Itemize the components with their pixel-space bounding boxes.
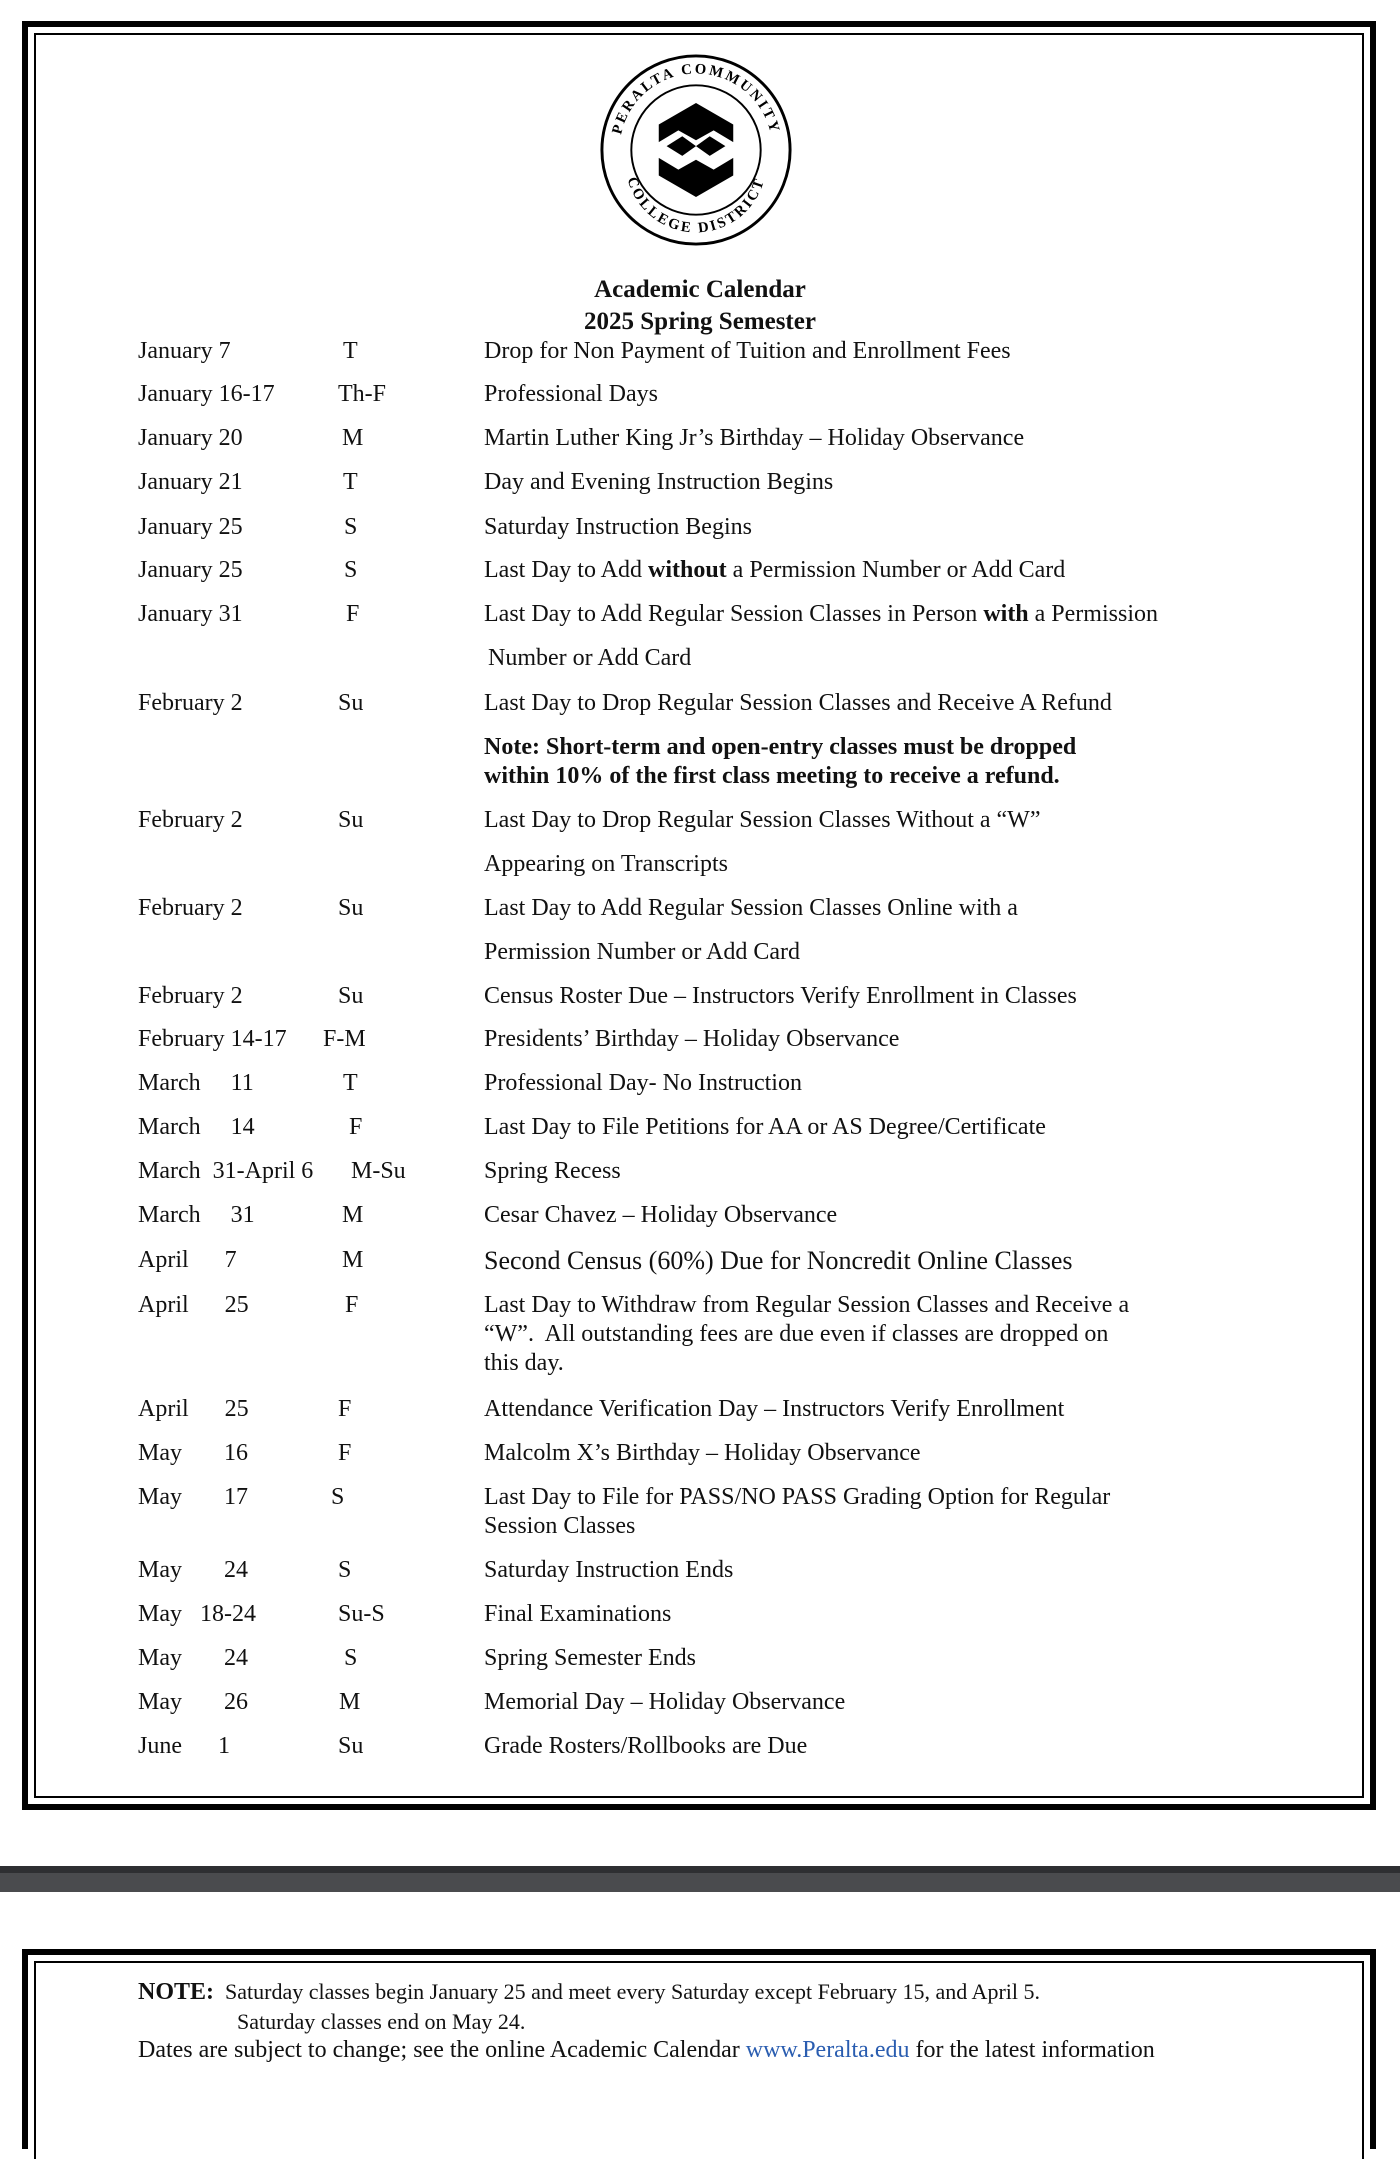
row-event: Spring Semester Ends bbox=[484, 1645, 696, 1671]
row-date: March 31-April 6 bbox=[138, 1158, 314, 1184]
row-event: Malcolm X’s Birthday – Holiday Observance bbox=[484, 1440, 921, 1466]
note-line-3-suffix: for the latest information bbox=[909, 2037, 1155, 2063]
row-date: March 14 bbox=[138, 1114, 255, 1140]
row-date: January 25 bbox=[138, 514, 243, 540]
row-date: February 14-17 bbox=[138, 1026, 287, 1052]
row-event: Cesar Chavez – Holiday Observance bbox=[484, 1202, 838, 1228]
row-weekday: M bbox=[339, 1689, 361, 1715]
row-weekday: T bbox=[343, 469, 358, 495]
seal-emblem-icon bbox=[659, 103, 733, 197]
row-weekday: T bbox=[343, 1070, 358, 1096]
row-event: Last Day to Add Regular Session Classes in Person with a Permission Number or Add Card bbox=[484, 601, 1158, 671]
note-label: NOTE: bbox=[138, 1979, 215, 2005]
row-weekday: F bbox=[338, 1440, 352, 1466]
row-date: January 31 bbox=[138, 601, 243, 627]
row-date: April 25 bbox=[138, 1292, 249, 1318]
row-weekday: Su bbox=[338, 1733, 364, 1759]
row-date: April 25 bbox=[138, 1396, 249, 1422]
footer-note bbox=[138, 1977, 1338, 2065]
row-weekday: F bbox=[346, 601, 360, 627]
row-weekday: Th-F bbox=[338, 381, 386, 407]
row-weekday: Su bbox=[338, 807, 364, 833]
row-weekday: M bbox=[342, 1202, 364, 1228]
peralta-website-link[interactable]: www.Peralta.edu bbox=[745, 2037, 910, 2063]
row-weekday: S bbox=[344, 1645, 358, 1671]
row-weekday: F bbox=[345, 1292, 359, 1318]
row-event: Last Day to Withdraw from Regular Session Classes and Receive a “W”. All outstanding fees are due even if classes are dropped on this day. bbox=[484, 1292, 1130, 1376]
row-date: February 2 bbox=[138, 690, 243, 716]
row-event: Saturday Instruction Begins bbox=[484, 514, 752, 540]
row-event: Spring Recess bbox=[484, 1158, 621, 1184]
row-event: Last Day to File Petitions for AA or AS Degree/Certificate bbox=[484, 1114, 1046, 1140]
row-date: May 26 bbox=[138, 1689, 248, 1715]
row-date: January 7 bbox=[138, 338, 231, 364]
row-event: Saturday Instruction Ends bbox=[484, 1557, 734, 1583]
row-date: January 25 bbox=[138, 557, 243, 583]
row-date: May 24 bbox=[138, 1557, 248, 1583]
row-date: February 2 bbox=[138, 895, 243, 921]
row-event: Census Roster Due – Instructors Verify Enrollment in Classes bbox=[484, 983, 1077, 1009]
row-weekday: Su-S bbox=[338, 1601, 385, 1627]
row-weekday: Su bbox=[338, 895, 364, 921]
row-event: Martin Luther King Jr’s Birthday – Holiday Observance bbox=[484, 425, 1025, 451]
row-date: April 7 bbox=[138, 1247, 237, 1273]
note-line-3-prefix: Dates are subject to change; see the online Academic Calendar bbox=[138, 2037, 746, 2063]
row-event: Professional Days bbox=[484, 381, 658, 407]
seal-ring-text-bottom: COLLEGE DISTRICT bbox=[623, 175, 769, 237]
row-date: May 24 bbox=[138, 1645, 248, 1671]
row-event: Day and Evening Instruction Begins bbox=[484, 469, 834, 495]
row-weekday: S bbox=[344, 557, 358, 583]
row-weekday: F-M bbox=[323, 1026, 366, 1052]
row-weekday: S bbox=[344, 514, 358, 540]
row-weekday: Su bbox=[338, 983, 364, 1009]
row-event: Presidents’ Birthday – Holiday Observance bbox=[484, 1026, 900, 1052]
seal-ring-text-top: PERALTA COMMUNITY bbox=[609, 61, 783, 137]
row-date: June 1 bbox=[138, 1733, 230, 1759]
row-weekday: M bbox=[342, 425, 364, 451]
row-weekday: S bbox=[331, 1484, 345, 1510]
row-event: Memorial Day – Holiday Observance bbox=[484, 1689, 846, 1715]
row-event: Grade Rosters/Rollbooks are Due bbox=[484, 1733, 808, 1759]
row-date: January 16-17 bbox=[138, 381, 275, 407]
row-weekday: F bbox=[338, 1396, 352, 1422]
page-separator bbox=[0, 1866, 1400, 1892]
row-event: Last Day to Drop Regular Session Classes and Receive A Refund bbox=[484, 690, 1112, 716]
row-event: Drop for Non Payment of Tuition and Enrollment Fees bbox=[484, 338, 1011, 364]
row-event: Last Day to Add without a Permission Number or Add Card bbox=[484, 557, 1066, 583]
row-date: March 11 bbox=[138, 1070, 254, 1096]
row-date: February 2 bbox=[138, 807, 243, 833]
row-event: Professional Day- No Instruction bbox=[484, 1070, 802, 1096]
row-event: Last Day to Add Regular Session Classes Online with a Permission Number or Add Card bbox=[484, 895, 1018, 965]
row-event: Attendance Verification Day – Instructors Verify Enrollment bbox=[484, 1396, 1065, 1422]
row-date: January 21 bbox=[138, 469, 243, 495]
row-weekday: M-Su bbox=[351, 1158, 406, 1184]
row-weekday: S bbox=[338, 1557, 352, 1583]
row-date: January 20 bbox=[138, 425, 243, 451]
row-weekday: Su bbox=[338, 690, 364, 716]
row-date: May 18-24 bbox=[138, 1601, 256, 1627]
row-date: May 17 bbox=[138, 1484, 248, 1510]
row-weekday: T bbox=[343, 338, 358, 364]
refund-note: Note: Short-term and open-entry classes must be dropped within 10% of the first class meeting to receive a refund. bbox=[484, 734, 1077, 789]
row-event: Final Examinations bbox=[484, 1601, 672, 1627]
row-date: February 2 bbox=[138, 983, 243, 1009]
row-event: Second Census (60%) Due for Noncredit Online Classes bbox=[484, 1246, 1073, 1275]
page-subtitle: 2025 Spring Semester bbox=[584, 308, 816, 335]
row-date: March 31 bbox=[138, 1202, 255, 1228]
note-line-2: Saturday classes end on May 24. bbox=[237, 2009, 526, 2034]
row-event: Last Day to File for PASS/NO PASS Grading Option for Regular Session Classes bbox=[484, 1484, 1111, 1539]
row-date: May 16 bbox=[138, 1440, 248, 1466]
note-line-1: Saturday classes begin January 25 and meet every Saturday except February 15, and April 5. bbox=[225, 1979, 1040, 2004]
row-event: Last Day to Drop Regular Session Classes Without a “W” Appearing on Transcripts bbox=[484, 807, 1041, 877]
row-weekday: F bbox=[349, 1114, 363, 1140]
peralta-district-seal-logo bbox=[598, 52, 794, 248]
page-title: Academic Calendar bbox=[594, 276, 806, 303]
row-weekday: M bbox=[342, 1247, 364, 1273]
